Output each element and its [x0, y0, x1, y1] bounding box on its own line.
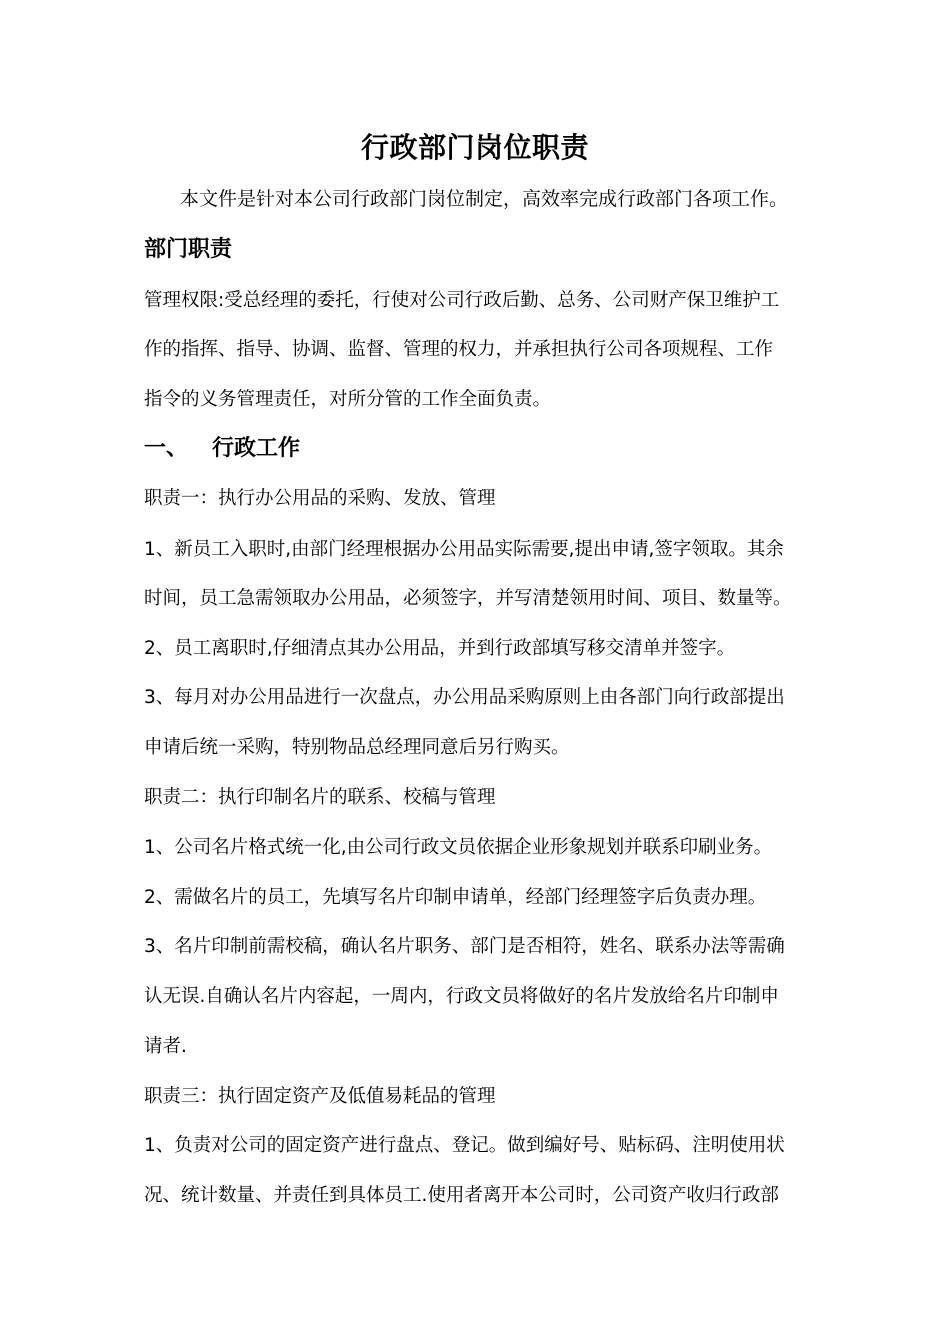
section-number: 一、: [144, 436, 189, 461]
document-title: 行政部门岗位职责: [360, 131, 589, 164]
dept-text-line: 指令的义务管理责任，对所分管的工作全面负责。: [144, 389, 552, 410]
duty-text-line: 1、新员工入职时,由部门经理根据办公用品实际需要,提出申请,签字领取。其余: [144, 539, 784, 560]
duty-title: 职责一：执行办公用品的采购、发放、管理: [144, 488, 496, 509]
dept-text-line: 作的指挥、指导、协调、监督、管理的权力，并承担执行公司各项规程、工作: [144, 339, 774, 360]
duty-text-line: 况、统计数量、并责任到具体员工.使用者离开本公司时，公司资产收归行政部: [144, 1185, 779, 1206]
duty-text-line: 2、需做名片的员工，先填写名片印制申请单，经部门经理签字后负责办理。: [144, 887, 767, 908]
section-heading-dept: 部门职责: [144, 237, 233, 262]
duty-text-line: 1、负责对公司的固定资产进行盘点、登记。做到编好号、贴标码、注明使用状: [144, 1135, 785, 1156]
duty-text-line: 2、员工离职时,仔细清点其办公用品，并到行政部填写移交清单并签字。: [144, 638, 736, 659]
duty-title: 职责三：执行固定资产及低值易耗品的管理: [144, 1086, 496, 1107]
duty-title: 职责二：执行印制名片的联系、校稿与管理: [144, 787, 496, 808]
duty-text-line: 3、名片印制前需校稿，确认名片职务、部门是否相符，姓名、联系办法等需确: [144, 936, 785, 957]
section-heading-admin: [144, 433, 300, 465]
duty-text-line: 1、公司名片格式统一化,由公司行政文员依据企业形象规划并联系印刷业务。: [144, 837, 773, 858]
intro-paragraph: 本文件是针对本公司行政部门岗位制定，高效率完成行政部门各项工作。: [180, 188, 789, 210]
duty-text-line: 申请后统一采购，特别物品总经理同意后另行购买。: [144, 737, 570, 758]
duty-text-line: 时间，员工急需领取办公用品，必须签字，并写清楚领用时间、项目、数量等。: [144, 588, 792, 609]
duty-text-line: 请者.: [144, 1036, 187, 1057]
section-title: 行政工作: [212, 436, 301, 461]
duty-text-line: 3、每月对办公用品进行一次盘点，办公用品采购原则上由各部门向行政部提出: [144, 687, 785, 708]
dept-text-line: 管理权限:受总经理的委托，行使对公司行政后勤、总务、公司财产保卫维护工: [144, 290, 780, 311]
duty-text-line: 认无误.自确认名片内容起，一周内，行政文员将做好的名片发放给名片印制申: [144, 986, 779, 1007]
